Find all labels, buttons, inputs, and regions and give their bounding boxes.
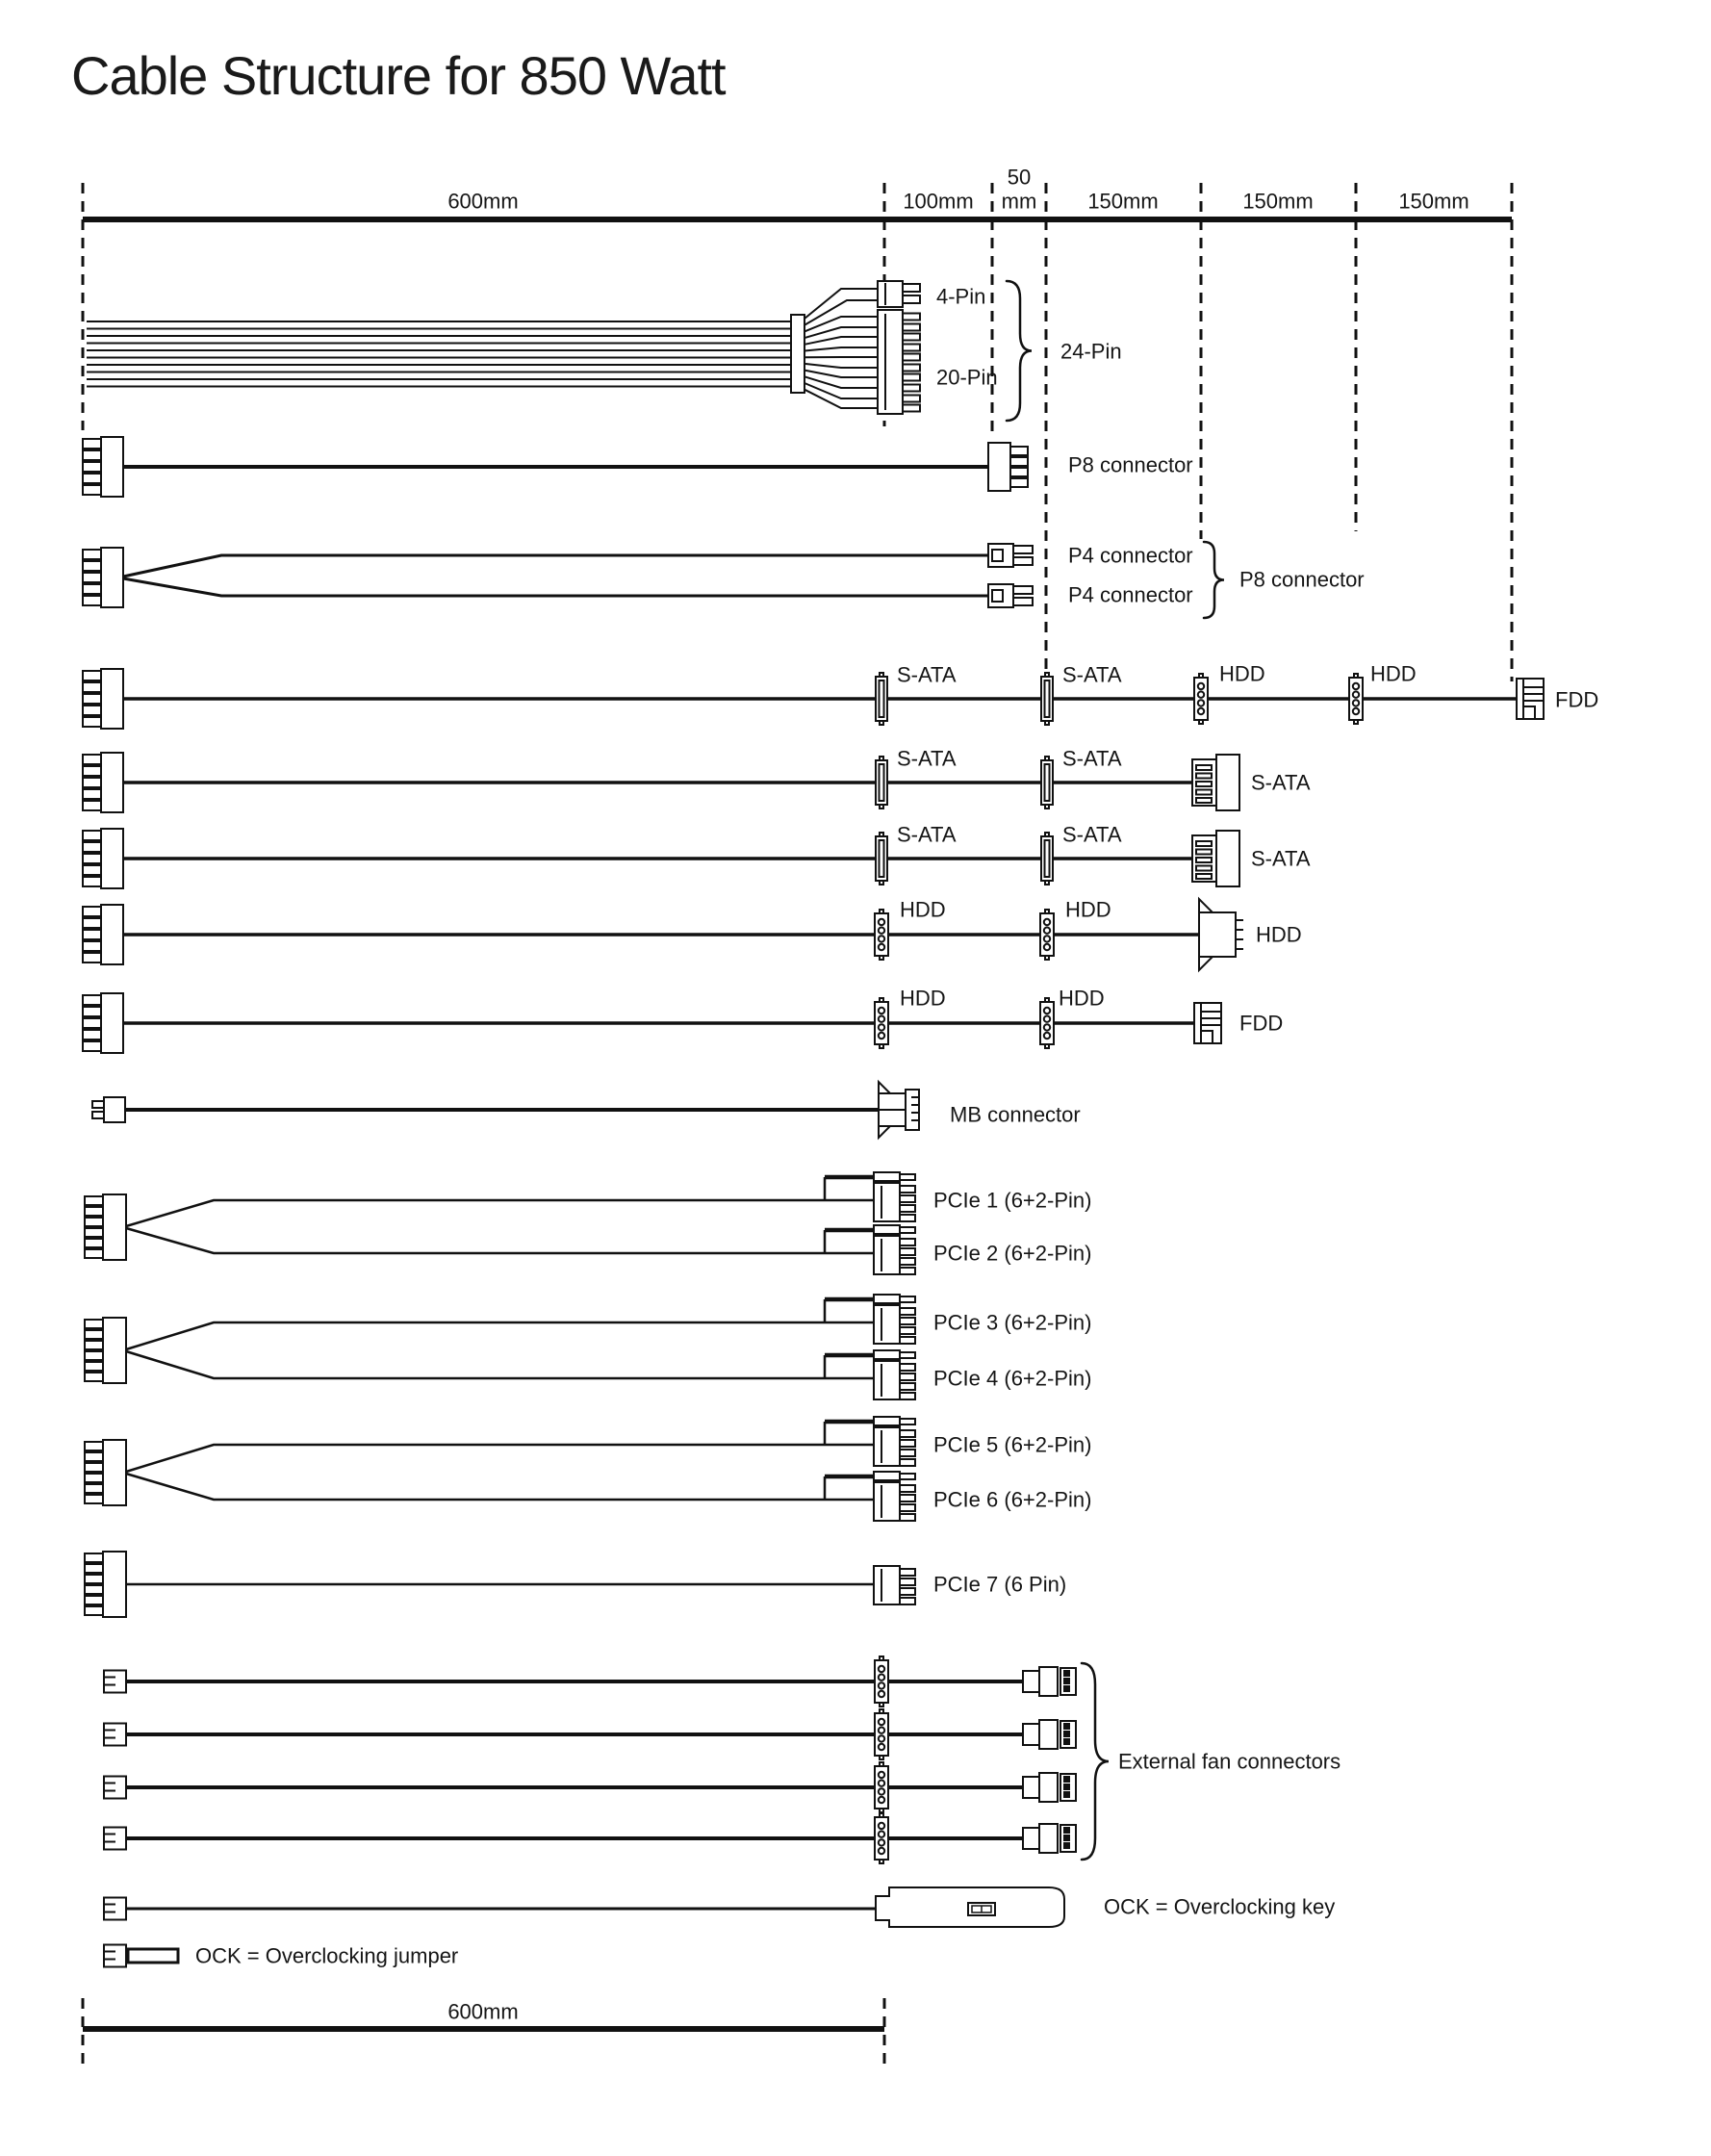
ock-jumper-icon <box>128 1949 178 1963</box>
label-sata: S-ATA <box>1062 822 1122 847</box>
fan-plug-icon <box>1023 1667 1058 1696</box>
ruler-label-150mm-2: 150mm <box>1242 189 1314 214</box>
hdd-connector-icon <box>875 910 888 960</box>
brace-fans <box>1082 1663 1109 1860</box>
psu-plug-icon <box>85 1440 126 1505</box>
cable-wire <box>126 1351 874 1378</box>
label-pcie4: PCIe 4 (6+2-Pin) <box>933 1366 1092 1391</box>
label-sata: S-ATA <box>1062 746 1122 771</box>
sata-end-connector-icon <box>1192 831 1239 886</box>
cable-row-ock-jumper <box>104 1944 458 1968</box>
pcie-connector-icon <box>874 1225 915 1274</box>
connector-4pin-icon <box>878 281 920 307</box>
cable-row-ock-key <box>104 1887 1335 1927</box>
sata-connector-icon <box>1041 673 1053 725</box>
label-p8: P8 connector <box>1068 452 1193 477</box>
brace-p8-group <box>1204 542 1224 618</box>
sata-connector-icon <box>876 673 887 725</box>
cable-row-sata2 <box>83 747 1311 813</box>
cable-row-pcie7 <box>85 1552 1066 1617</box>
label-4pin: 4-Pin <box>936 284 986 309</box>
fan-header-icon <box>1060 1721 1076 1748</box>
psu-plug-icon <box>83 905 123 964</box>
label-sata: S-ATA <box>1251 846 1311 871</box>
cable-row-pcie56 <box>85 1417 1091 1521</box>
pcie-connector-icon <box>874 1172 915 1221</box>
psu-plug-icon <box>83 437 123 497</box>
hdd-connector-icon <box>1040 998 1054 1048</box>
label-pcie6: PCIe 6 (6+2-Pin) <box>933 1487 1092 1512</box>
brace-24pin <box>1007 281 1032 421</box>
cable-row-p8 <box>83 437 1193 497</box>
pcie-connector-icon <box>874 1472 915 1521</box>
hdd-connector-icon <box>875 998 888 1048</box>
cable-wire <box>126 1228 874 1253</box>
fan-plug-icon <box>1023 1773 1058 1802</box>
fan-inline-connector-icon <box>875 1709 888 1759</box>
p4-connector-icon <box>988 544 1033 567</box>
hdd-connector-icon <box>1040 910 1054 960</box>
cable-wire <box>126 1322 874 1349</box>
label-hdd: HDD <box>1219 661 1265 686</box>
psu-plug-icon <box>85 1552 126 1617</box>
hdd-connector-icon <box>1194 674 1208 724</box>
psu-plug-icon <box>83 753 123 812</box>
sata-end-connector-icon <box>1192 755 1239 810</box>
label-ock-key: OCK = Overclocking key <box>1104 1894 1336 1919</box>
pcie-connector-icon <box>874 1566 915 1604</box>
sata-connector-icon <box>876 757 887 808</box>
fan-inline-connector-icon <box>875 1762 888 1812</box>
label-fdd: FDD <box>1239 1011 1284 1036</box>
cable-row-hdd1 <box>83 898 1302 971</box>
psu-plug-icon <box>104 1724 126 1746</box>
cable-row-sata3 <box>83 823 1311 889</box>
label-p4-1: P4 connector <box>1068 543 1193 568</box>
cable-row-pcie12 <box>85 1172 1091 1274</box>
top-ruler <box>83 183 1512 681</box>
label-24pin: 24-Pin <box>1060 339 1122 364</box>
label-fdd: FDD <box>1555 687 1599 712</box>
connector-20pin-icon <box>878 310 920 414</box>
fan-header-icon <box>1060 1668 1076 1695</box>
cable-row-hdd2 <box>83 987 1283 1054</box>
psu-plug-icon <box>83 548 123 607</box>
fanout-wires <box>804 289 878 408</box>
label-sata: S-ATA <box>897 662 957 687</box>
pcie-connector-icon <box>874 1350 915 1399</box>
label-sata: S-ATA <box>1251 770 1311 795</box>
label-mb: MB connector <box>950 1102 1081 1127</box>
label-pcie7: PCIe 7 (6 Pin) <box>933 1572 1067 1597</box>
ruler-label-150mm-1: 150mm <box>1087 189 1159 214</box>
label-pcie3: PCIe 3 (6+2-Pin) <box>933 1310 1092 1335</box>
label-fans: External fan connectors <box>1118 1749 1341 1774</box>
label-20pin: 20-Pin <box>936 365 998 390</box>
sata-connector-icon <box>1041 833 1053 885</box>
label-hdd: HDD <box>900 986 946 1011</box>
psu-plug-icon <box>83 669 123 729</box>
hdd-molex-connector-icon <box>1199 899 1243 970</box>
cable-wire <box>126 1445 874 1472</box>
fan-header-icon <box>1060 1825 1076 1852</box>
sata-connector-icon <box>876 833 887 885</box>
label-sata: S-ATA <box>897 746 957 771</box>
psu-plug-icon <box>83 993 123 1053</box>
mb-connector-icon <box>879 1082 919 1138</box>
p8-connector-icon <box>988 443 1028 491</box>
cable-comb <box>791 315 804 393</box>
psu-plug-icon <box>104 1828 126 1850</box>
page-title: Cable Structure for 850 Watt <box>71 45 726 106</box>
label-pcie2: PCIe 2 (6+2-Pin) <box>933 1241 1092 1266</box>
ruler-label-600mm: 600mm <box>447 189 519 214</box>
ribbon-cable <box>87 321 791 387</box>
psu-plug-icon <box>85 1318 126 1383</box>
cable-row-sata1 <box>83 662 1598 730</box>
fan-inline-connector-icon <box>875 1813 888 1863</box>
fdd-connector-icon <box>1517 679 1544 719</box>
cable-wire <box>126 1200 874 1226</box>
pcie-connector-icon <box>874 1295 915 1344</box>
fan-inline-connector-icon <box>875 1656 888 1707</box>
label-hdd: HDD <box>900 897 946 922</box>
ruler-label-100mm: 100mm <box>903 189 974 214</box>
cable-row-p4 <box>83 542 1365 618</box>
label-hdd: HDD <box>1065 897 1111 922</box>
fan-header-icon <box>1060 1774 1076 1801</box>
top-ruler-guides <box>83 183 1512 681</box>
cable-row-mb <box>92 1082 1081 1138</box>
label-ock-jumper: OCK = Overclocking jumper <box>195 1943 459 1968</box>
label-p4-2: P4 connector <box>1068 582 1193 607</box>
label-pcie1: PCIe 1 (6+2-Pin) <box>933 1188 1092 1213</box>
psu-plug-icon <box>92 1097 125 1122</box>
ruler-label-50mm: mm <box>1001 189 1037 214</box>
cable-wire <box>123 555 988 577</box>
psu-plug-icon <box>83 829 123 888</box>
sata-connector-icon <box>1041 757 1053 808</box>
ruler-label-600mm-bottom: 600mm <box>447 1999 519 2024</box>
fdd-connector-icon <box>1194 1003 1221 1043</box>
cable-row-atx24 <box>87 281 1122 421</box>
fan-plug-icon <box>1023 1824 1058 1853</box>
cable-rows-fans <box>104 1656 1341 1863</box>
cable-row-pcie34 <box>85 1295 1091 1399</box>
ruler-label-50: 50 <box>1007 165 1032 190</box>
fan-plug-icon <box>1023 1720 1058 1749</box>
label-hdd: HDD <box>1256 922 1302 947</box>
psu-plug-icon <box>104 1898 126 1920</box>
label-sata: S-ATA <box>897 822 957 847</box>
cable-wire <box>126 1474 874 1500</box>
ruler-label-150mm-3: 150mm <box>1398 189 1469 214</box>
p4-connector-icon <box>988 584 1033 607</box>
pcie-connector-icon <box>874 1417 915 1466</box>
psu-plug-icon <box>85 1194 126 1260</box>
psu-plug-icon <box>104 1945 126 1967</box>
label-sata: S-ATA <box>1062 662 1122 687</box>
label-hdd: HDD <box>1370 661 1417 686</box>
psu-plug-icon <box>104 1671 126 1693</box>
hdd-connector-icon <box>1349 674 1363 724</box>
label-hdd: HDD <box>1059 986 1105 1011</box>
label-p4-group: P8 connector <box>1239 567 1365 592</box>
label-pcie5: PCIe 5 (6+2-Pin) <box>933 1432 1092 1457</box>
cable-wire <box>123 578 988 596</box>
psu-plug-icon <box>104 1777 126 1799</box>
